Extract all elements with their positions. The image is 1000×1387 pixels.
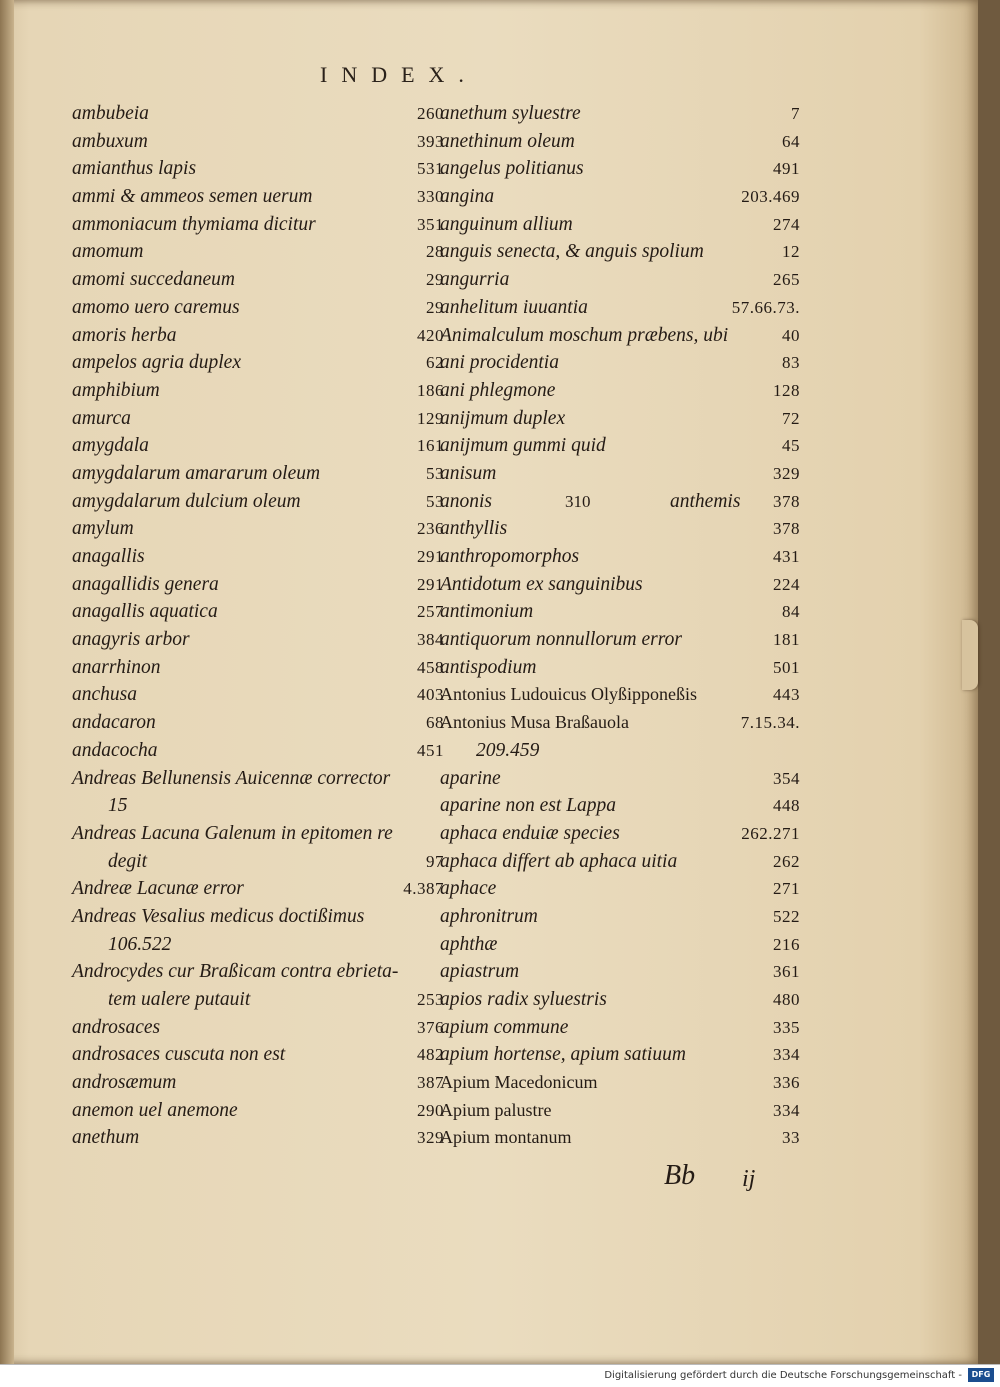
index-page-number: 291 bbox=[417, 574, 444, 594]
index-term: ambubeia bbox=[72, 103, 149, 124]
index-term: anthemis bbox=[670, 490, 741, 512]
index-entry bbox=[440, 986, 800, 1014]
index-entry bbox=[72, 931, 444, 959]
index-entry bbox=[72, 903, 444, 931]
index-page-number: 310 bbox=[565, 491, 591, 511]
index-term: anthropomorphos bbox=[440, 546, 580, 567]
index-entry bbox=[72, 211, 444, 239]
index-term: ammi & ammeos semen uerum bbox=[72, 186, 313, 208]
index-term: anemon uel anemone bbox=[72, 1099, 238, 1121]
index-term: Andreæ Lacunæ error bbox=[72, 878, 244, 900]
index-entry bbox=[440, 1041, 800, 1069]
index-entry bbox=[440, 875, 800, 903]
index-entry bbox=[440, 155, 800, 183]
index-entry bbox=[72, 709, 444, 737]
index-term: Andreas Vesalius medicus doctißimus bbox=[72, 905, 365, 927]
index-term: anisum bbox=[440, 462, 497, 484]
index-term: anguis senecta, & anguis spolium bbox=[440, 241, 704, 263]
index-entry bbox=[440, 709, 800, 737]
index-page-number: 7.15.34. bbox=[740, 713, 800, 733]
index-page-number: 128 bbox=[773, 380, 800, 400]
index-entry bbox=[440, 931, 800, 959]
index-column-left bbox=[72, 100, 444, 1152]
index-entry bbox=[72, 1097, 444, 1125]
index-page-number: 443 bbox=[773, 685, 800, 705]
index-entry bbox=[72, 515, 444, 543]
index-entry bbox=[72, 1124, 444, 1152]
index-page-number: 260 bbox=[417, 104, 444, 123]
running-head: INDEX. bbox=[320, 62, 478, 87]
index-page-number: 393 bbox=[417, 131, 444, 151]
index-page-number: 522 bbox=[773, 906, 800, 926]
index-entry bbox=[72, 460, 444, 488]
index-page-number: 403 bbox=[417, 685, 444, 705]
index-term: androsaces bbox=[72, 1016, 161, 1038]
index-page-number: 236 bbox=[417, 519, 444, 539]
index-page-number: 448 bbox=[773, 796, 800, 816]
index-page-number: 262 bbox=[773, 851, 800, 871]
index-term: amygdala bbox=[72, 435, 149, 457]
index-entry bbox=[72, 100, 444, 128]
index-term: amoris herba bbox=[72, 324, 177, 346]
index-page-number: 329 bbox=[773, 463, 800, 483]
index-term: Androcydes cur Braßicam contra ebrieta- bbox=[72, 961, 399, 983]
index-page-number: 451 bbox=[417, 740, 444, 760]
index-term: amurca bbox=[72, 407, 131, 429]
index-page-number: 53 bbox=[426, 491, 444, 511]
index-term: antimonium bbox=[440, 601, 534, 623]
index-entry bbox=[440, 128, 800, 156]
index-term: aparine bbox=[440, 767, 501, 789]
index-page-number: 216 bbox=[773, 934, 800, 954]
index-entry bbox=[72, 322, 444, 350]
index-page-number: 33 bbox=[782, 1128, 800, 1148]
index-page-number: 97 bbox=[426, 851, 444, 871]
index-entry bbox=[440, 349, 800, 377]
index-term: andacaron bbox=[72, 712, 156, 734]
index-entry bbox=[440, 1097, 800, 1125]
index-term: Andreas Lacuna Galenum in epitomen re bbox=[72, 822, 393, 844]
index-entry bbox=[440, 405, 800, 433]
index-term: anethum bbox=[72, 1127, 140, 1149]
index-entry bbox=[72, 405, 444, 433]
index-entry bbox=[72, 792, 444, 820]
index-entry bbox=[440, 848, 800, 876]
index-page-number: 181 bbox=[773, 630, 800, 650]
index-term: anhelitum iuuantia bbox=[440, 296, 588, 318]
index-entry bbox=[72, 543, 444, 571]
index-entry bbox=[440, 515, 800, 543]
digitization-footer bbox=[0, 1364, 1000, 1387]
index-term: anthyllis bbox=[440, 518, 508, 540]
index-page-number: 351 bbox=[417, 214, 444, 234]
index-page-number: 4.387 bbox=[403, 879, 444, 899]
index-page-number: 330 bbox=[417, 187, 444, 207]
index-page-number: 129 bbox=[417, 408, 444, 428]
index-entry bbox=[72, 266, 444, 294]
index-term: apiastrum bbox=[440, 961, 520, 983]
index-page-number: 334 bbox=[773, 1045, 800, 1065]
index-term: androsæmum bbox=[72, 1072, 177, 1094]
index-page-number: 262.271 bbox=[741, 823, 800, 843]
index-term: Antonius Musa Braßauola bbox=[440, 712, 629, 733]
index-term: anagallidis genera bbox=[72, 573, 219, 595]
index-page-number: 290 bbox=[417, 1100, 444, 1120]
index-page-number: 224 bbox=[773, 574, 800, 594]
index-term: ammoniacum thymiama dicitur bbox=[72, 213, 316, 235]
index-entry bbox=[72, 737, 444, 765]
page-gutter bbox=[0, 0, 14, 1364]
index-page-number: 274 bbox=[773, 214, 800, 234]
index-entry bbox=[72, 294, 444, 322]
index-entry bbox=[72, 1014, 444, 1042]
index-term: anagallis bbox=[72, 546, 145, 567]
index-page-number: 161 bbox=[417, 436, 444, 456]
index-entry bbox=[440, 183, 800, 211]
index-entry bbox=[72, 654, 444, 682]
index-entry bbox=[72, 128, 444, 156]
index-entry bbox=[440, 1069, 800, 1097]
index-entry bbox=[72, 377, 444, 405]
index-page-number: 265 bbox=[773, 270, 800, 290]
index-term: anethinum oleum bbox=[440, 130, 575, 152]
index-page-number: 384 bbox=[417, 630, 444, 650]
index-entry bbox=[440, 211, 800, 239]
index-term: angina bbox=[440, 186, 495, 208]
index-page-number: 491 bbox=[773, 159, 800, 179]
index-entry bbox=[440, 958, 800, 986]
index-entry bbox=[440, 488, 800, 516]
index-entry bbox=[440, 1124, 800, 1152]
index-term: amianthus lapis bbox=[72, 158, 197, 180]
index-term: angelus politianus bbox=[440, 158, 584, 180]
index-term: angurria bbox=[440, 269, 510, 291]
index-page-number: 376 bbox=[417, 1017, 444, 1037]
index-entry bbox=[440, 903, 800, 931]
index-page-number: 531 bbox=[417, 159, 444, 179]
index-entry bbox=[440, 543, 800, 571]
index-term: anagallis aquatica bbox=[72, 601, 218, 623]
index-entry bbox=[440, 100, 800, 128]
index-term: aphthæ bbox=[440, 933, 498, 955]
index-page-number: 186 bbox=[417, 380, 444, 400]
index-page-number: 329 bbox=[417, 1128, 444, 1148]
footer-text: Digitalisierung gefördert durch die Deutsche Forschungsgemeinschaft - bbox=[604, 1370, 962, 1381]
index-page-number: 28 bbox=[426, 242, 444, 262]
index-term: degit bbox=[108, 850, 147, 872]
index-term: antispodium bbox=[440, 656, 537, 678]
index-entry bbox=[440, 432, 800, 460]
index-page-number: 53 bbox=[426, 463, 444, 483]
index-page-number: 203.469 bbox=[741, 187, 800, 207]
index-page-number: 57.66.73. bbox=[731, 297, 800, 317]
index-entry bbox=[440, 765, 800, 793]
index-page-number: 378 bbox=[773, 491, 800, 511]
index-entry bbox=[72, 626, 444, 654]
gathering-signature: Bb bbox=[664, 1160, 696, 1191]
index-entry bbox=[72, 1041, 444, 1069]
index-page-number: 72 bbox=[782, 408, 800, 428]
index-entry bbox=[72, 1069, 444, 1097]
gathering-signature-leaf: ij bbox=[742, 1166, 756, 1192]
index-page-number: 84 bbox=[782, 602, 800, 622]
index-term: Apium palustre bbox=[440, 1099, 552, 1120]
index-entry bbox=[72, 571, 444, 599]
index-term: ani procidentia bbox=[440, 352, 559, 374]
index-page-number: 336 bbox=[773, 1073, 800, 1093]
index-term: androsaces cuscuta non est bbox=[72, 1044, 286, 1066]
index-entry bbox=[440, 792, 800, 820]
index-page-number: 482 bbox=[417, 1045, 444, 1065]
index-term: amomi succedaneum bbox=[72, 269, 235, 291]
index-page-number: 62 bbox=[426, 353, 444, 373]
index-column-right bbox=[440, 100, 800, 1152]
index-page-number: 29 bbox=[426, 297, 444, 317]
index-entry bbox=[72, 875, 444, 903]
index-entry bbox=[440, 598, 800, 626]
index-page-number: 7 bbox=[791, 104, 800, 123]
index-term: ambuxum bbox=[72, 130, 148, 152]
index-term: anonis bbox=[440, 490, 493, 512]
index-term: 106.522 bbox=[108, 933, 172, 955]
index-entry bbox=[72, 238, 444, 266]
index-term: aphace bbox=[440, 878, 497, 900]
index-term: Antonius Ludouicus Olyßipponeßis bbox=[440, 684, 697, 705]
index-entry bbox=[72, 848, 444, 876]
index-term: apium hortense, apium satiuum bbox=[440, 1044, 686, 1066]
index-page-number: 334 bbox=[773, 1100, 800, 1120]
index-entry bbox=[440, 737, 800, 765]
index-entry bbox=[72, 681, 444, 709]
index-entry bbox=[440, 322, 800, 350]
index-entry bbox=[72, 820, 444, 848]
index-entry bbox=[72, 598, 444, 626]
index-term: Apium montanum bbox=[440, 1127, 572, 1148]
index-entry bbox=[72, 349, 444, 377]
index-page-number: 480 bbox=[773, 990, 800, 1009]
index-entry bbox=[440, 820, 800, 848]
index-page-number: 387 bbox=[417, 1073, 444, 1093]
index-term: Antidotum ex sanguinibus bbox=[440, 573, 643, 595]
index-entry bbox=[72, 155, 444, 183]
index-term: aphaca differt ab aphaca uitia bbox=[440, 850, 678, 872]
index-term: 209.459 bbox=[476, 739, 540, 761]
index-term: tem ualere putauit bbox=[108, 989, 251, 1010]
index-term: anijmum duplex bbox=[440, 407, 566, 429]
index-entry bbox=[72, 432, 444, 460]
index-page-number: 271 bbox=[773, 879, 800, 899]
index-page-number: 253 bbox=[417, 990, 444, 1009]
index-page-number: 12 bbox=[782, 242, 800, 262]
index-entry bbox=[440, 377, 800, 405]
index-term: antiquorum nonnullorum error bbox=[440, 629, 682, 651]
index-page-number: 378 bbox=[773, 519, 800, 539]
index-page-number: 431 bbox=[773, 547, 800, 566]
index-page-number: 45 bbox=[782, 436, 800, 456]
index-page-number: 420 bbox=[417, 325, 444, 345]
index-page-number: 458 bbox=[417, 657, 444, 677]
index-entry bbox=[440, 654, 800, 682]
index-term: amomo uero caremus bbox=[72, 296, 240, 318]
index-term: anagyris arbor bbox=[72, 629, 190, 651]
index-term: aphronitrum bbox=[440, 905, 538, 927]
index-term: amygdalarum dulcium oleum bbox=[72, 490, 301, 512]
index-term: Animalculum moschum præbens, ubi bbox=[440, 324, 729, 346]
index-page-number: 354 bbox=[773, 768, 800, 788]
index-term: amylum bbox=[72, 518, 134, 540]
index-entry bbox=[440, 571, 800, 599]
index-term: anchusa bbox=[72, 684, 137, 706]
index-term: Andreas Bellunensis Auicennæ corrector bbox=[72, 767, 391, 789]
page-tab bbox=[962, 620, 978, 690]
index-entry bbox=[440, 626, 800, 654]
index-entry bbox=[440, 238, 800, 266]
index-entry bbox=[72, 958, 444, 986]
index-entry bbox=[72, 765, 444, 793]
index-term: ani phlegmone bbox=[440, 379, 556, 401]
index-entry bbox=[72, 488, 444, 516]
index-term: ampelos agria duplex bbox=[72, 352, 241, 374]
index-term: apium commune bbox=[440, 1016, 569, 1038]
index-entry bbox=[440, 266, 800, 294]
index-page-number: 501 bbox=[773, 657, 800, 677]
index-term: anarrhinon bbox=[72, 656, 161, 678]
index-entry bbox=[72, 986, 444, 1014]
index-term: amygdalarum amararum oleum bbox=[72, 462, 321, 484]
index-term: 15 bbox=[108, 795, 128, 817]
dfg-logo: DFG bbox=[968, 1368, 994, 1382]
index-page-number: 29 bbox=[426, 270, 444, 290]
index-term: anijmum gummi quid bbox=[440, 435, 606, 457]
index-page-number: 68 bbox=[426, 713, 444, 733]
index-page-number: 257 bbox=[417, 602, 444, 622]
index-term: amphibium bbox=[72, 379, 160, 401]
index-term: anethum syluestre bbox=[440, 103, 581, 124]
index-entry bbox=[72, 183, 444, 211]
index-entry bbox=[440, 1014, 800, 1042]
index-page-number: 64 bbox=[782, 131, 800, 151]
index-term: anguinum allium bbox=[440, 213, 573, 235]
index-term: Apium Macedonicum bbox=[440, 1072, 598, 1093]
index-page-number: 291 bbox=[417, 547, 444, 566]
index-page-number: 361 bbox=[773, 962, 800, 982]
index-page-number: 83 bbox=[782, 353, 800, 373]
index-entry bbox=[440, 681, 800, 709]
index-entry bbox=[440, 460, 800, 488]
index-term: apios radix syluestris bbox=[440, 989, 607, 1010]
index-term: andacocha bbox=[72, 739, 158, 761]
index-term: aparine non est Lappa bbox=[440, 795, 617, 817]
index-entry bbox=[440, 294, 800, 322]
index-term: aphaca enduiæ species bbox=[440, 822, 620, 844]
index-term: amomum bbox=[72, 241, 144, 263]
index-page-number: 335 bbox=[773, 1017, 800, 1037]
index-page-number: 40 bbox=[782, 325, 800, 345]
